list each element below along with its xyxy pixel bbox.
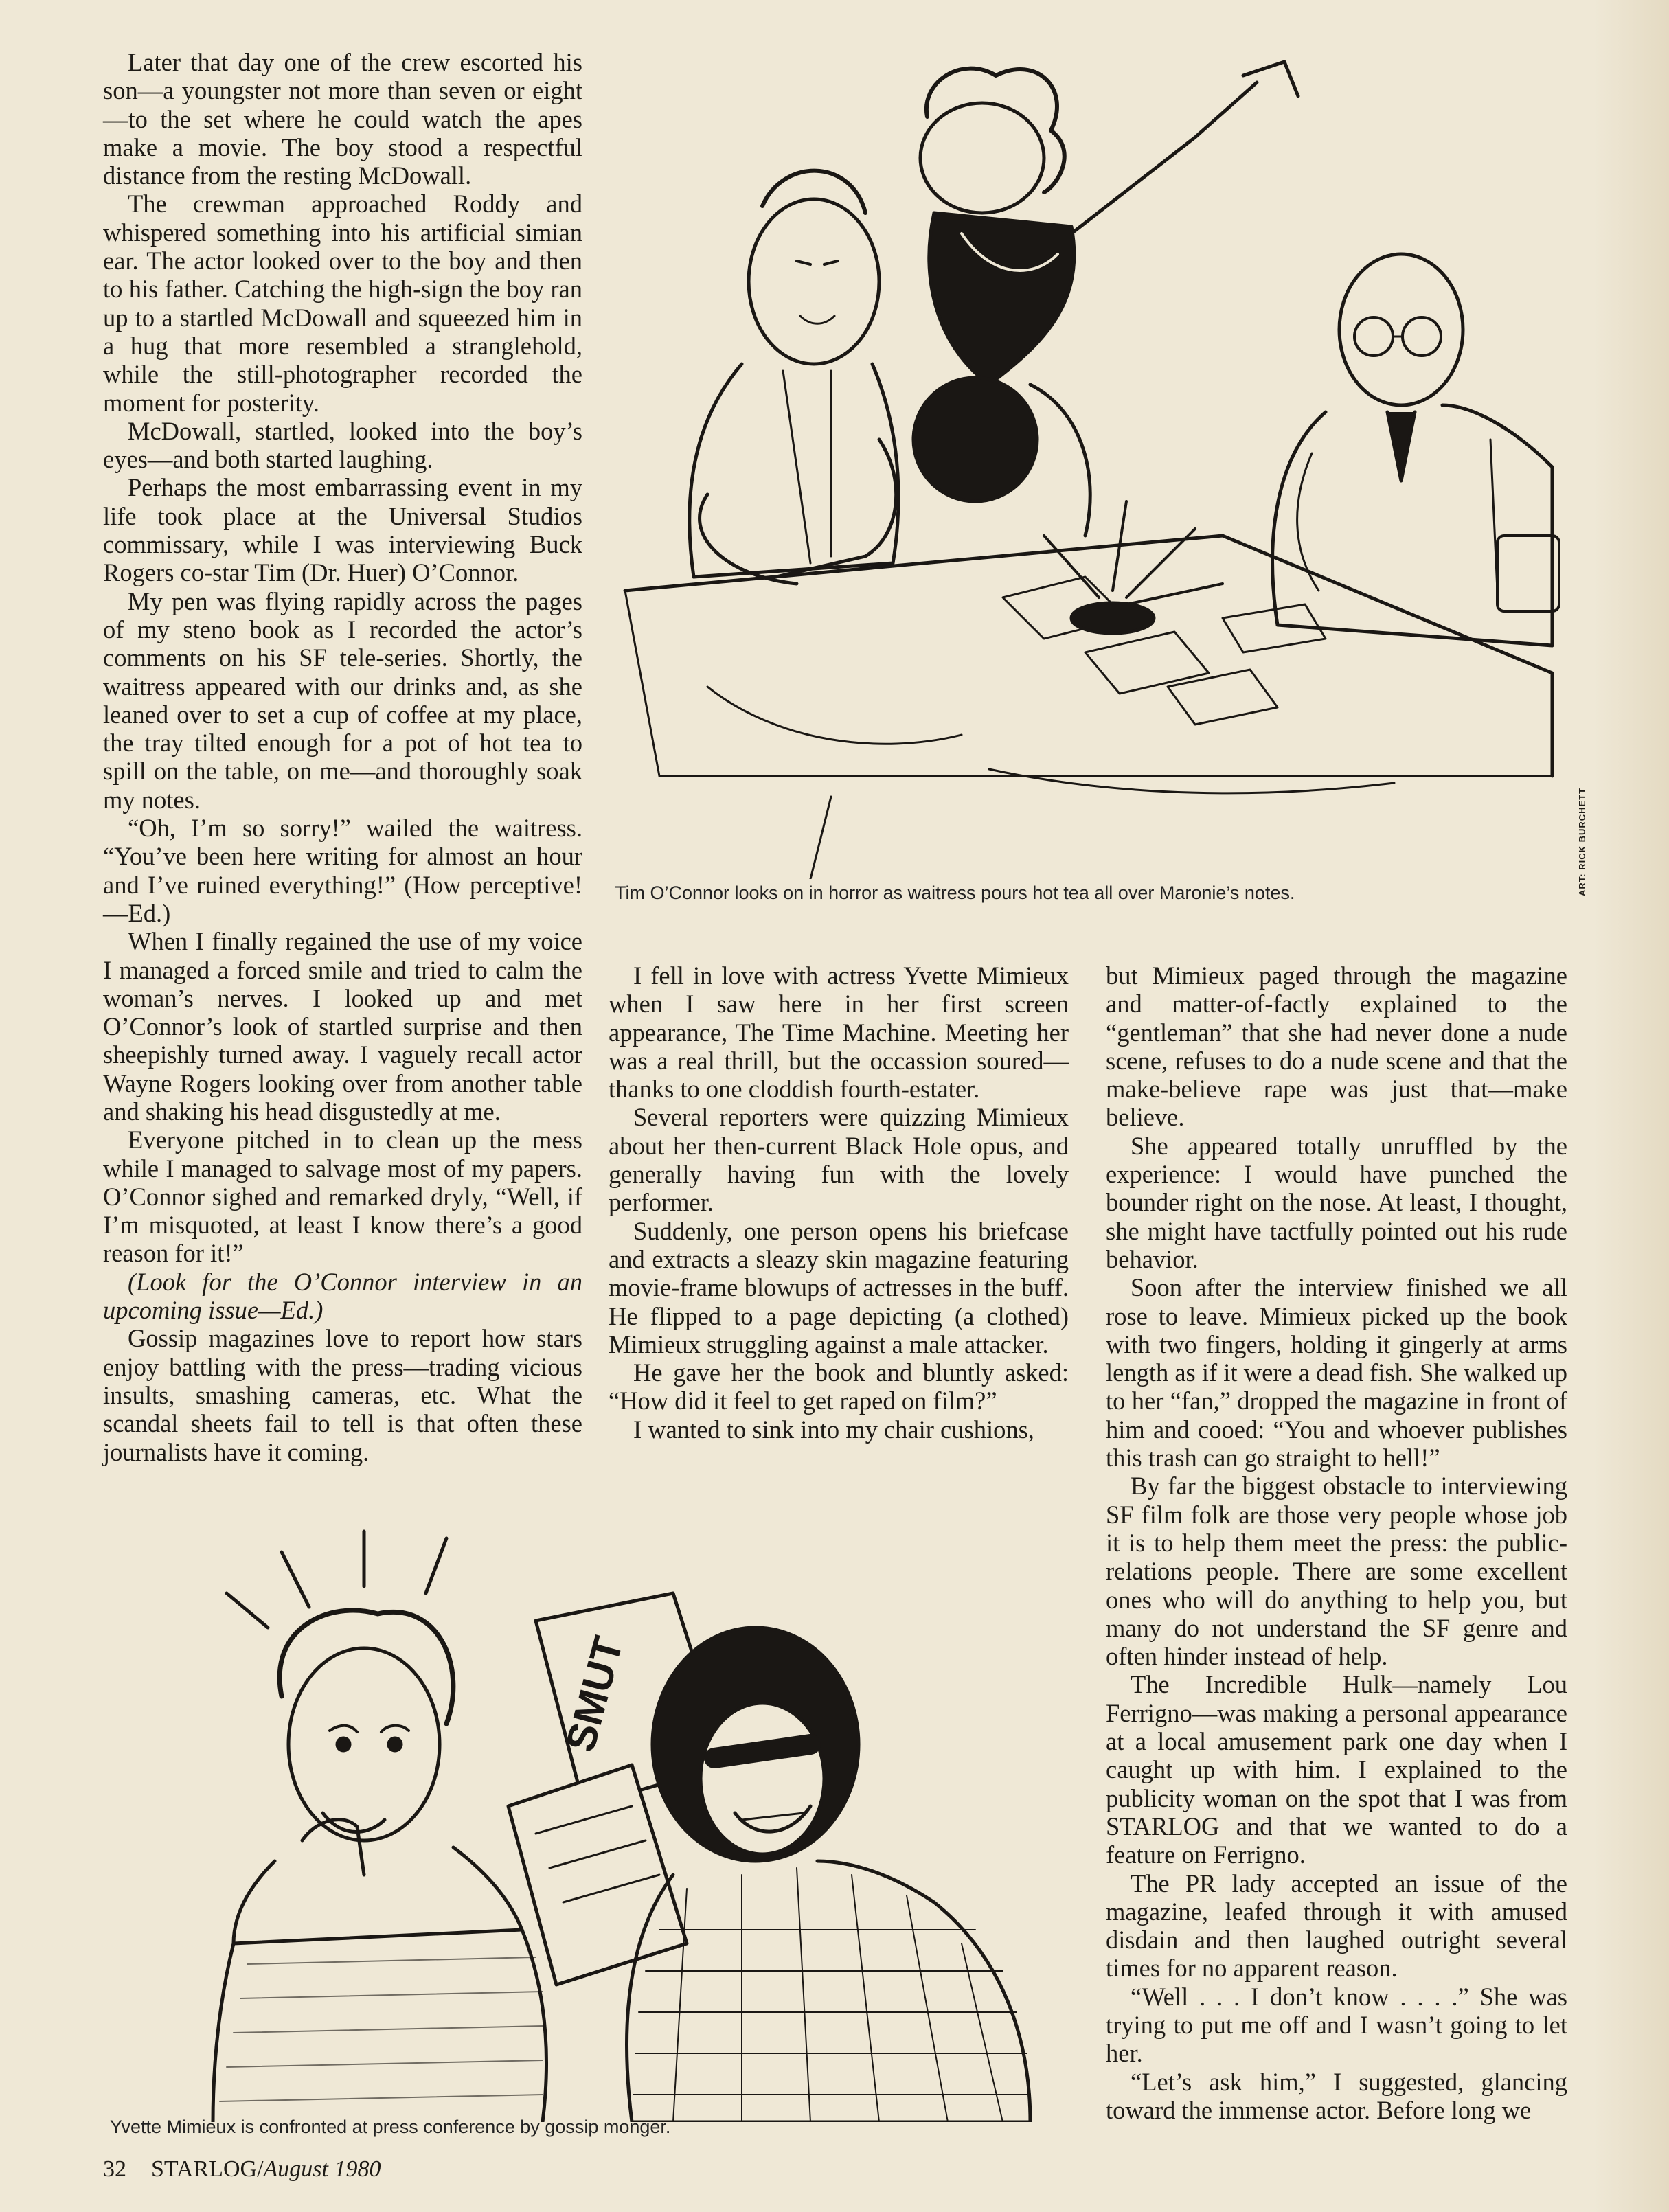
paragraph: She appeared totally unruffled by the experience: I would have punched the bounder right on the nose. At least, I thought, she might have tactfully pointed out his rude behavior. <box>1106 1131 1567 1273</box>
article-column-2 <box>609 961 1069 1444</box>
paragraph: Perhaps the most embarrassing event in my life took place at the Universal Studios commissary, while I was interviewing Buck Rogers co-star Tim (Dr. Huer) O’Connor. <box>103 473 582 587</box>
paragraph: When I finally regained the use of my voice I managed a forced smile and tried to calm the woman’s nerves. I looked up and met O’Connor’s look of startled surprise and then sheepishly turned away. I vaguely recall actor Wayne Rogers looking over from another table and shaking his head disgustedly at me. <box>103 927 582 1126</box>
paragraph: The PR lady accepted an issue of the magazine, leafed through it with amused disdain and then laughed outright several times for no apparent reason. <box>1106 1869 1567 1983</box>
page-folio <box>103 2156 381 2182</box>
paragraph: My pen was flying rapidly across the pages of my steno book as I recorded the actor’s comments on his SF tele-series. Shortly, the waitress appeared with our drinks and, as she leaned over to set a cup of coffee at my place, the tray tilted enough for a pot of hot tea to spill on the table, on me—and thoroughly soak my notes. <box>103 586 582 814</box>
paragraph: The crewman approached Roddy and whispered something into his artificial simian ear. The actor looked over to the boy and then to his father. Catching the high-sign the boy ran up to a startled McDowall and squeezed him in a hug that more resembled a stranglehold, while the still-photographer recorded the moment for posterity. <box>103 190 582 417</box>
paragraph: He gave her the book and bluntly asked: “How did it feel to get raped on film?” <box>609 1358 1069 1415</box>
paragraph: “Oh, I’m so sorry!” wailed the waitress. “You’ve been here writing for almost an hour and I’ve ruined everything!” (How perceptive!—Ed.) <box>103 814 582 927</box>
paragraph: “Well . . . I don’t know . . . .” She was trying to put me off and I wasn’t going to let her. <box>1106 1982 1567 2068</box>
magazine-name: STARLOG/ <box>151 2156 264 2182</box>
article-column-3 <box>1106 961 1567 2124</box>
paragraph: Suddenly, one person opens his briefcase and extracts a sleazy skin magazine featuring movie-frame blowups of actresses in the buff. He flipped to a page depicting (a clothed) Mimieux struggling against a male attacker. <box>609 1216 1069 1358</box>
paragraph: I fell in love with actress Yvette Mimieux when I saw here in her first screen appearance, The Time Machine. Meeting her was a real thrill, but the occassion soured—thanks to one cloddish fourth-estater. <box>609 961 1069 1104</box>
paragraph: By far the biggest obstacle to interviewing SF film folk are those very people whose job it is to help them meet the press: the public-relations people. There are some excellent ones who will do anything to help you, but many do not understand the SF genre and often hinder instead of help. <box>1106 1472 1567 1671</box>
illustration-caption-top: Tim O’Connor looks on in horror as waitress pours hot tea all over Maronie’s notes. <box>615 882 1295 903</box>
paragraph: The Incredible Hulk—namely Lou Ferrigno—was making a personal appearance at a local amusement park one day when I caught up with him. I explained to the publicity woman on the spot that I was from STARLOG and that we wanted to do a feature on Ferrigno. <box>1106 1670 1567 1869</box>
illustration-tea-spill <box>604 55 1580 879</box>
paragraph: Everyone pitched in to clean up the mess while I managed to salvage most of my papers. O’Connor sighed and remarked dryly, “Well, if I’m misquoted, at least I know there’s a good reason for it!” <box>103 1126 582 1268</box>
article-column-1 <box>103 48 582 1466</box>
illustration-gossip-monger <box>137 1518 1071 2122</box>
page-number: 32 <box>103 2156 126 2182</box>
paragraph: but Mimieux paged through the magazine and matter-of-factly explained to the “gentleman” that she had never done a nude scene, refuses to do a nude scene and that the make-believe rape was just that—make believe. <box>1106 961 1567 1132</box>
illustration-caption-bottom: Yvette Mimieux is confronted at press conference by gossip monger. <box>110 2117 671 2137</box>
paragraph: I wanted to sink into my chair cushions, <box>633 1415 1034 1444</box>
paragraph: Later that day one of the crew escorted his son—a youngster not more than seven or eight—to the set where he could watch the apes make a movie. The boy stood a respectful distance from the resting McDowall. <box>103 48 582 190</box>
paragraph: “Let’s ask him,” I suggested, glancing toward the immense actor. Before long we <box>1106 2067 1567 2124</box>
issue-date: August 1980 <box>263 2156 381 2182</box>
paragraph: Soon after the interview finished we all rose to leave. Mimieux picked up the book with two fingers, holding it gingerly at arms length as if it were a dead fish. She walked up to her “fan,” dropped the magazine in front of him and cooed: “You and whoever publishes this trash can go straight to hell!” <box>1106 1273 1568 1472</box>
paragraph: McDowall, startled, looked into the boy’s eyes—and both started laughing. <box>103 416 582 474</box>
magazine-title: SMUT <box>556 1632 632 1757</box>
paragraph: Several reporters were quizzing Mimieux about her then-current Black Hole opus, and generally having fun with the lovely performer. <box>609 1103 1069 1217</box>
paragraph: Gossip magazines love to report how stars enjoy battling with the press—trading vicious insults, smashing cameras, etc. What the scandal sheets fail to tell is that often these journalists have it coming. <box>103 1324 582 1466</box>
editor-note: (Look for the O’Connor interview in an upcoming issue—Ed.) <box>103 1267 582 1325</box>
art-credit: ART: RICK BURCHETT <box>1577 787 1587 896</box>
page-edge <box>1593 0 1669 2212</box>
